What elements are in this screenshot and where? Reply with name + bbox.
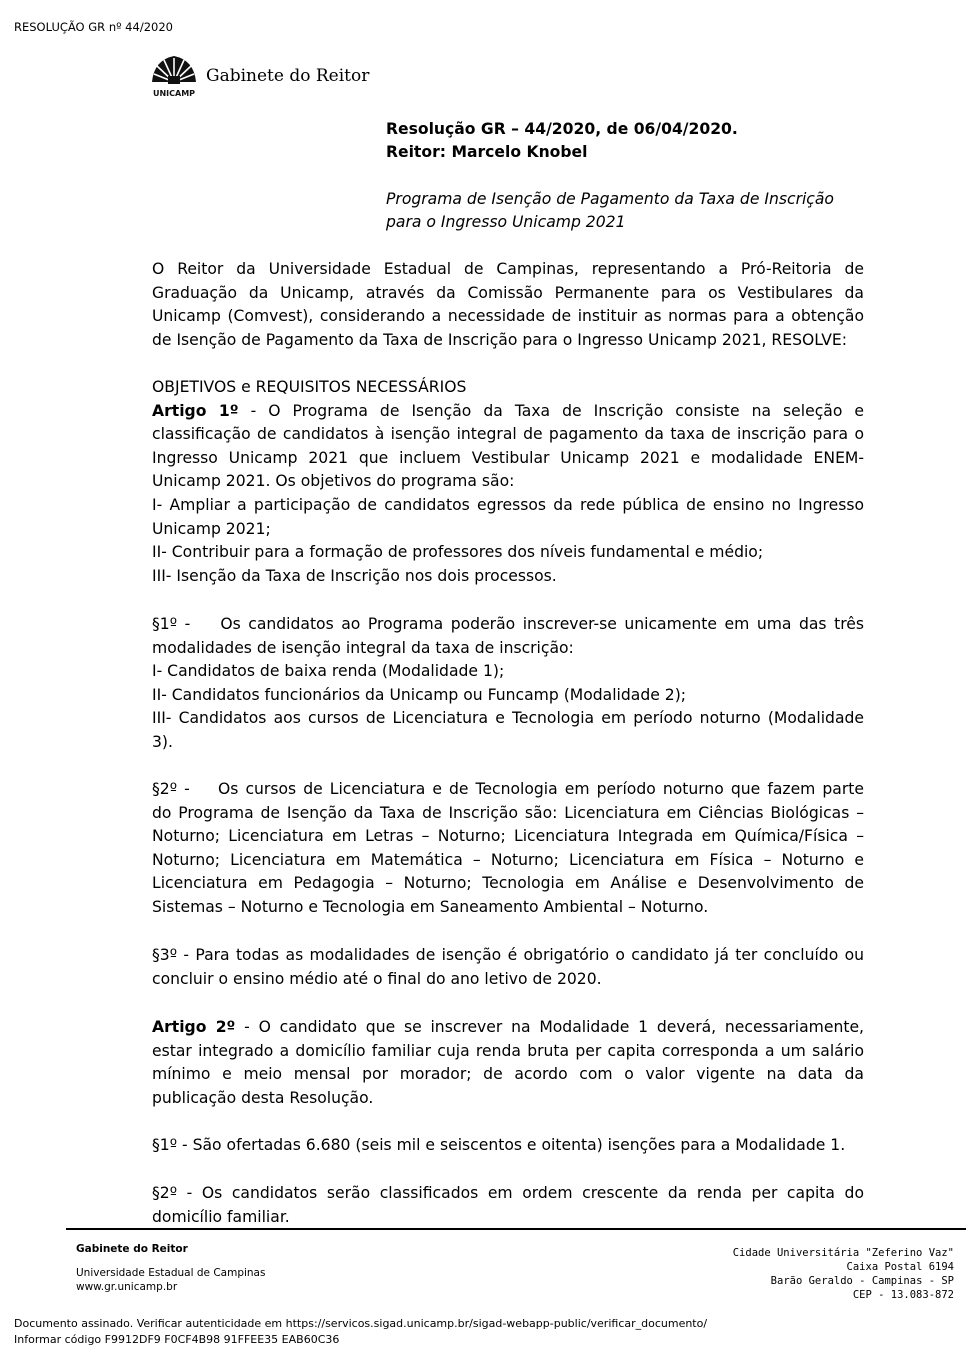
text-line: estar integrado a domicílio familiar cuja renda bruta per capita corresponda a um salário [152, 1041, 864, 1060]
address-line: Barão Geraldo - Campinas - SP [770, 1275, 954, 1287]
footer-divider [66, 1228, 966, 1230]
list-item: Unicamp 2021; [152, 519, 271, 538]
article-text: - O Programa de Isenção da Taxa de Inscrição consiste na seleção e [238, 401, 864, 420]
text-line [152, 1016, 864, 1040]
address-line: CEP - 13.083-872 [852, 1289, 954, 1301]
text-line: §1º - São ofertadas 6.680 (seis mil e seiscentos e oitenta) isenções para a Modalidade 1. [152, 1136, 846, 1154]
logo-wordmark: UNICAMP [152, 89, 196, 98]
list-item: I- Ampliar a participação de candidatos egressos da rede pública de ensino no Ingresso [152, 495, 864, 514]
text-line: do Programa de Isenção da Taxa de Inscrição são: Licenciatura em Ciências Biológicas – [152, 803, 864, 822]
office-title: Gabinete do Reitor [206, 66, 370, 86]
footer-website: www.gr.unicamp.br [76, 1281, 178, 1293]
signature-note [14, 1316, 707, 1348]
text-line: publicação desta Resolução. [152, 1088, 374, 1107]
paragraph-2 [152, 778, 864, 920]
text-line: modalidades de isenção integral da taxa de inscrição: [152, 638, 574, 657]
text-line: mínimo e meio mensal por morador; de acordo com o valor vigente na data da [152, 1065, 864, 1084]
text-line: Graduação da Unicamp, através da Comissão Permanente para os Vestibulares da [152, 283, 864, 302]
text-line: Licenciatura em Pedagogia – Noturno; Tecnologia em Análise e Desenvolvimento de [152, 874, 864, 893]
resolution-title: Resolução GR – 44/2020, de 06/04/2020. [386, 120, 738, 138]
article-text: - O candidato que se inscrever na Modalidade 1 deverá, necessariamente, [235, 1018, 865, 1036]
footer-address [733, 1246, 954, 1302]
text-line: de Isenção de Pagamento da Taxa de Inscrição para o Ingresso Unicamp 2021, RESOLVE: [152, 330, 848, 349]
text-line: Sistemas – Noturno e Tecnologia em Saneamento Ambiental – Noturno. [152, 897, 709, 916]
article-1-block [152, 376, 864, 588]
document-reference: RESOLUÇÃO GR nº 44/2020 [14, 20, 173, 34]
text-line: Noturno; Licenciatura em Letras – Noturno; Licenciatura Integrada em Química/Física – [152, 827, 864, 846]
unicamp-emblem-icon [148, 52, 200, 100]
text-line: Noturno; Licenciatura em Matemática – Noturno; Licenciatura em Física – Noturno e [152, 850, 864, 869]
text-line [152, 400, 864, 424]
list-item: I- Candidatos de baixa renda (Modalidade 1); [152, 662, 505, 681]
text-line: classificação de candidatos à isenção integral de pagamento da taxa de inscrição para o [152, 425, 864, 444]
subject-line-2: para o Ingresso Unicamp 2021 [386, 213, 626, 231]
text-line: Ingresso Unicamp 2021 que incluem Vestibular Unicamp 2021 e modalidade ENEM- [152, 448, 864, 467]
paragraph-3 [152, 944, 864, 991]
text-line: O Reitor da Universidade Estadual de Campinas, representando a Pró-Reitoria de [152, 260, 864, 278]
address-line: Cidade Universitária "Zeferino Vaz" [732, 1247, 954, 1259]
list-item: 3). [152, 732, 173, 751]
preamble-paragraph [152, 258, 864, 352]
text-line: §3º - Para todas as modalidades de isenção é obrigatório o candidato já ter concluído ou [152, 946, 864, 964]
article-2-block [152, 1016, 864, 1110]
article-2-paragraph-1 [152, 1134, 864, 1158]
unicamp-logo [148, 52, 200, 100]
paragraph-1 [152, 613, 864, 755]
footer-university: Universidade Estadual de Campinas [76, 1267, 266, 1279]
article-2-paragraph-2 [152, 1182, 864, 1229]
text-line: Unicamp (Comvest), considerando a necessidade de instituir as normas para a obtenção [152, 307, 864, 326]
list-item: II- Contribuir para a formação de professores dos níveis fundamental e médio; [152, 543, 764, 562]
verification-code-line: Informar código F9912DF9 F0CF4B98 91FFEE35 EAB60C36 [14, 1333, 340, 1346]
list-item: III- Candidatos aos cursos de Licenciatura e Tecnologia em período noturno (Modalidade [152, 709, 864, 728]
text-line: §1º - Os candidatos ao Programa poderão inscrever-se unicamente em uma das três [152, 615, 864, 633]
subject-line-1: Programa de Isenção de Pagamento da Taxa de Inscrição [386, 190, 834, 208]
list-item: III- Isenção da Taxa de Inscrição nos dois processos. [152, 566, 557, 585]
section-heading: OBJETIVOS e REQUISITOS NECESSÁRIOS [152, 378, 467, 396]
text-line: concluir o ensino médio até o final do ano letivo de 2020. [152, 969, 602, 988]
verification-url-line: Documento assinado. Verificar autenticidade em https://servicos.sigad.unicamp.br/sigad-webapp-public/verificar_documento/ [14, 1317, 708, 1330]
text-line: domicílio familiar. [152, 1207, 290, 1226]
text-line: Unicamp 2021. Os objetivos do programa são: [152, 472, 515, 491]
text-line: §2º - Os cursos de Licenciatura e de Tecnologia em período noturno que fazem parte [152, 780, 864, 798]
list-item: II- Candidatos funcionários da Unicamp ou Funcamp (Modalidade 2); [152, 685, 687, 704]
article-label: Artigo 2º [152, 1018, 236, 1036]
text-line: §2º - Os candidatos serão classificados em ordem crescente da renda per capita do [152, 1184, 864, 1202]
address-line: Caixa Postal 6194 [846, 1261, 954, 1273]
rector-name: Reitor: Marcelo Knobel [386, 143, 588, 161]
footer-office: Gabinete do Reitor [76, 1243, 188, 1255]
article-label: Artigo 1º [152, 401, 239, 420]
